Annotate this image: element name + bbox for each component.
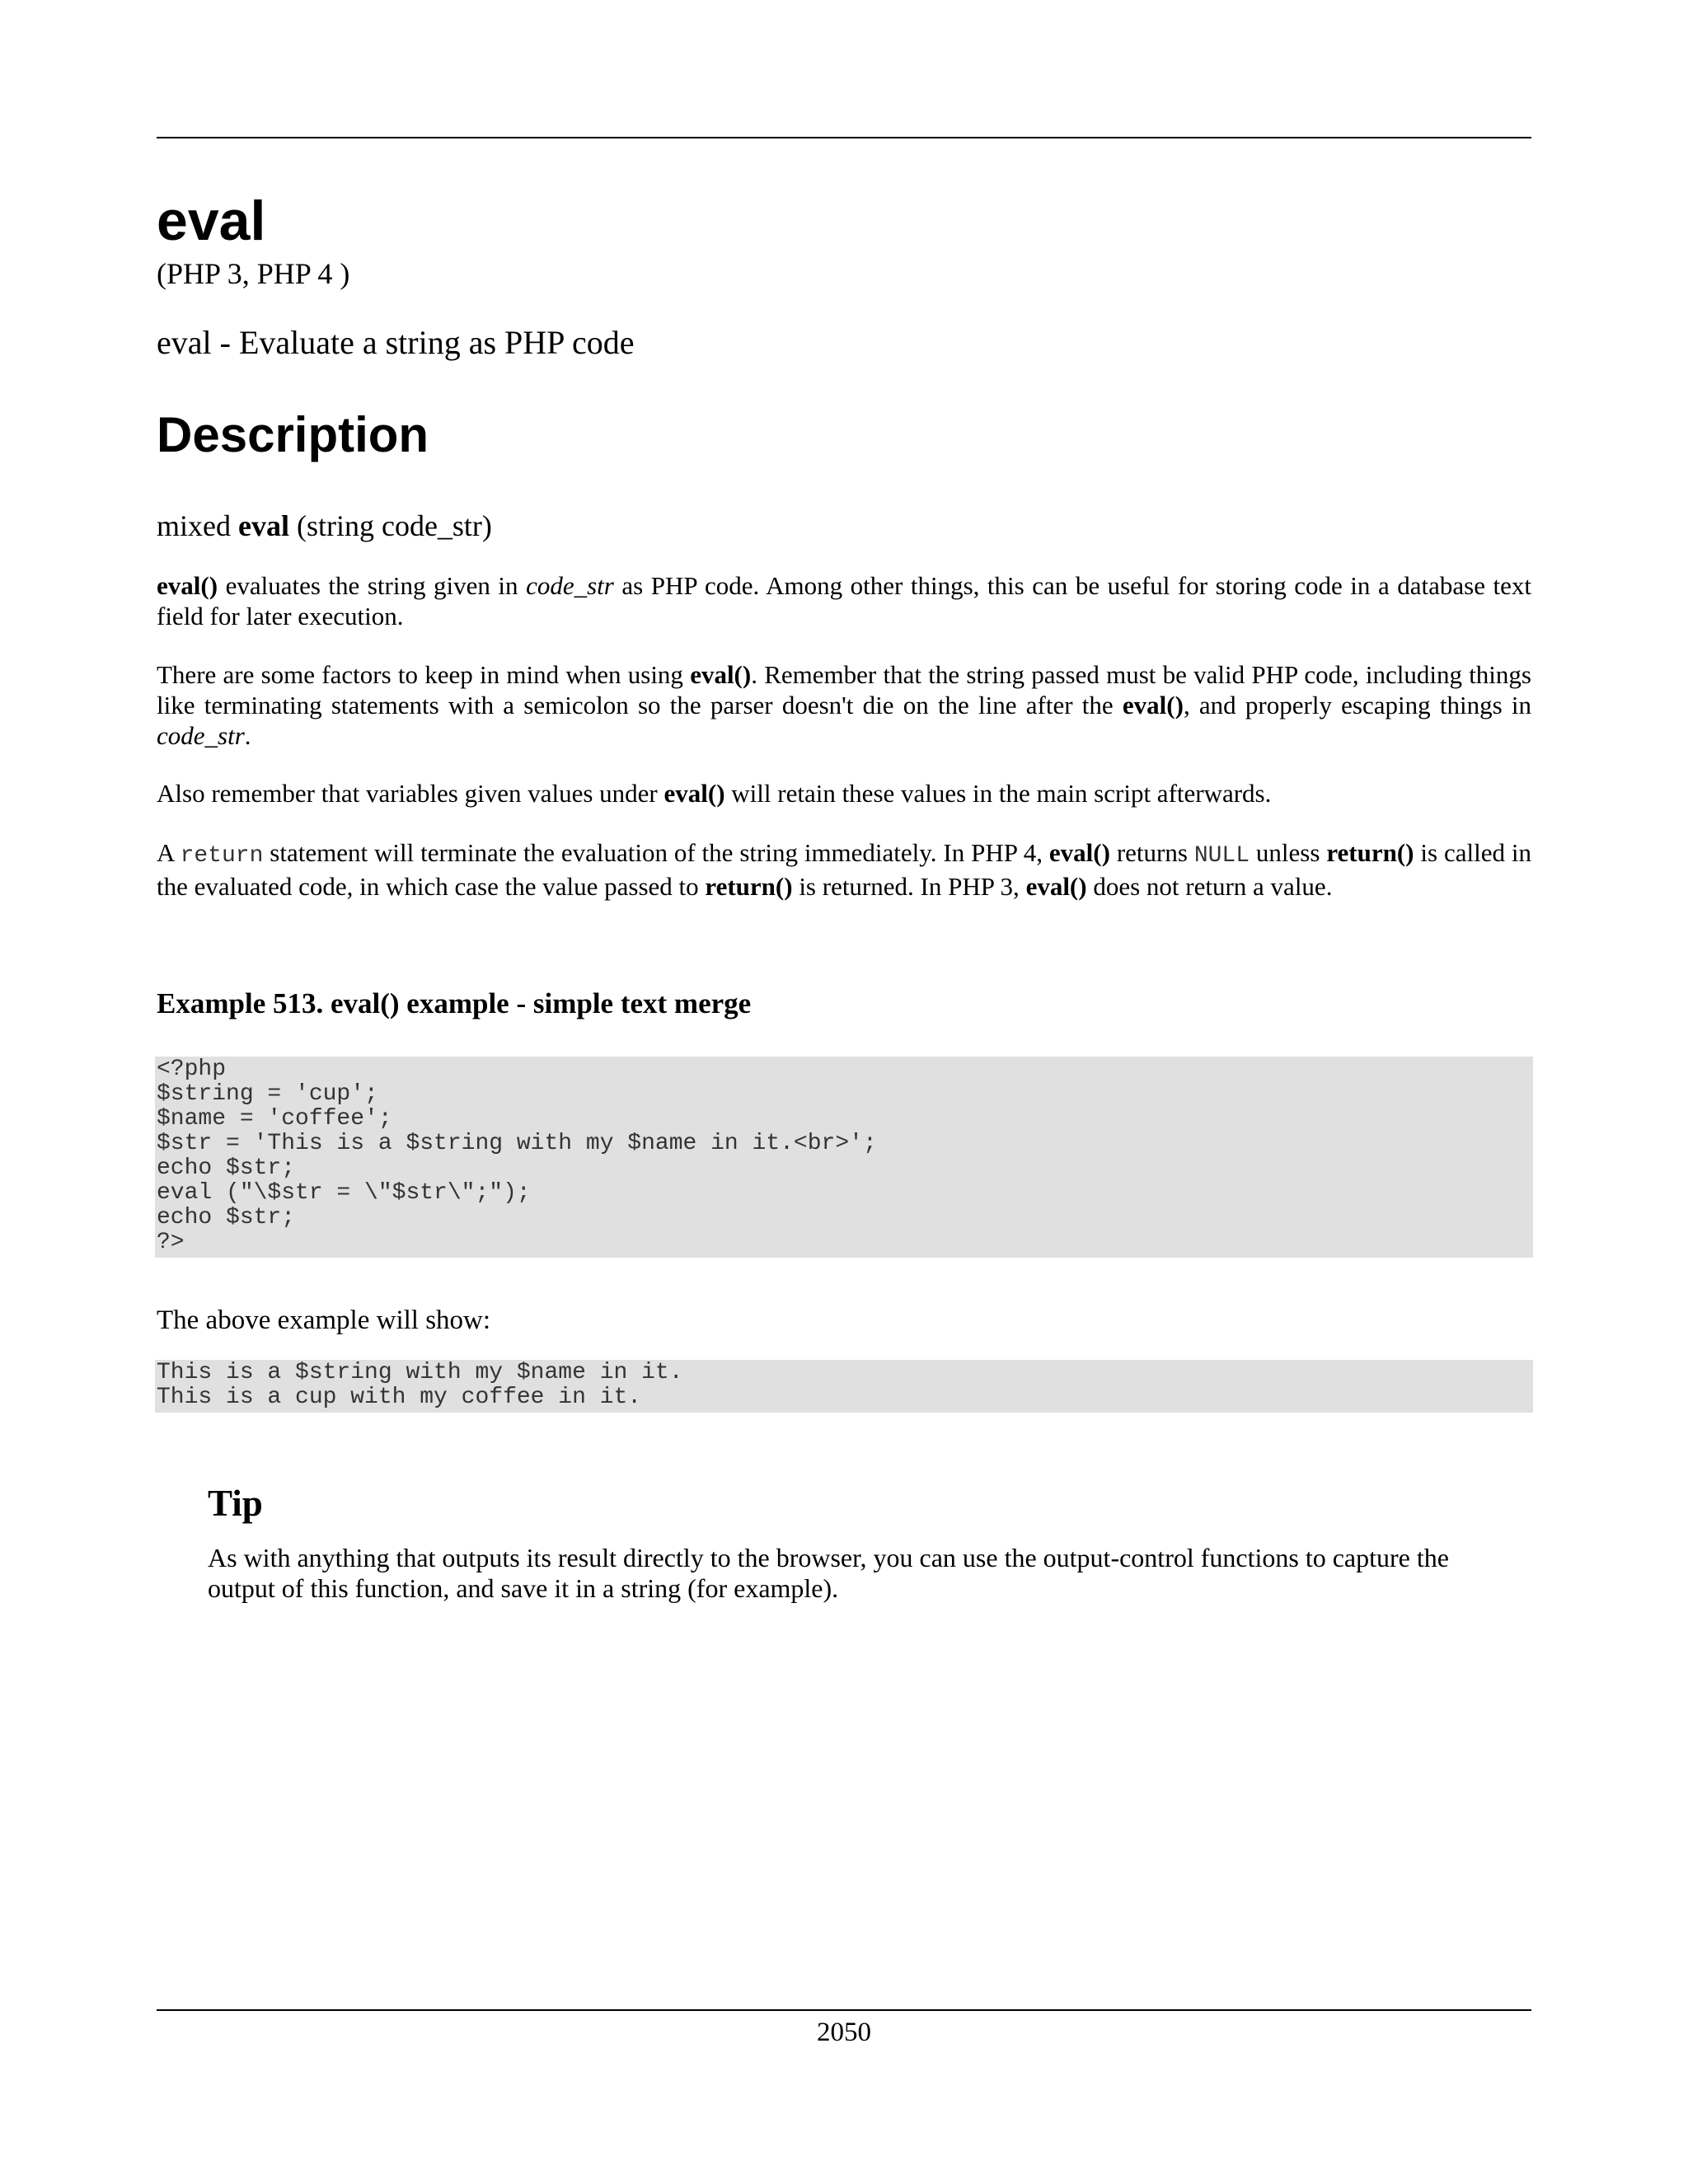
function-ref: eval() xyxy=(663,779,725,808)
description-paragraph xyxy=(157,659,1531,751)
paragraph-text: There are some factors to keep in mind when using xyxy=(157,660,691,689)
description-heading: Description xyxy=(157,407,429,462)
function-ref: eval() xyxy=(690,660,752,689)
tip-box xyxy=(208,1480,1493,1604)
inline-code: return xyxy=(180,843,264,869)
function-ref: eval() xyxy=(1122,691,1184,719)
description-paragraph xyxy=(157,570,1531,631)
function-ref: return() xyxy=(1326,838,1414,867)
example-output-label: The above example will show: xyxy=(157,1305,491,1335)
function-ref: eval() xyxy=(1048,838,1110,867)
synopsis-function-name: eval xyxy=(237,509,289,542)
paragraph-text: as PHP code. Among other things, this can be useful for storing code in a database text field for later execution. xyxy=(157,571,1531,630)
function-purpose: eval - Evaluate a string as PHP code xyxy=(157,324,635,361)
page-number: 2050 xyxy=(817,2018,871,2047)
php-versions: (PHP 3, PHP 4 ) xyxy=(157,257,350,290)
example-output-block: This is a $string with my $name in it. This is a cup with my coffee in it. xyxy=(155,1360,1533,1413)
synopsis-params: (string code_str) xyxy=(296,509,492,542)
paragraph-text: unless xyxy=(1250,838,1327,867)
function-ref: eval() xyxy=(157,571,218,600)
description-paragraph xyxy=(157,778,1531,808)
parameter-ref: code_str xyxy=(526,571,614,600)
function-title: eval xyxy=(157,190,266,252)
tip-title: Tip xyxy=(208,1483,263,1524)
header-rule xyxy=(157,137,1531,138)
paragraph-text: statement will terminate the evaluation of the string immediately. In PHP 4, xyxy=(263,838,1049,867)
paragraph-text: evaluates the string given in xyxy=(218,571,527,600)
parameter-ref: code_str xyxy=(157,721,245,750)
footer-rule xyxy=(157,2009,1531,2011)
paragraph-text: . xyxy=(244,721,251,750)
paragraph-text: , and properly escaping things in xyxy=(1183,691,1532,719)
inline-code: NULL xyxy=(1193,843,1250,869)
example-title: Example 513. eval() example - simple text merge xyxy=(157,987,752,1019)
paragraph-text: A xyxy=(157,838,181,867)
paragraph-text: does not return a value. xyxy=(1086,872,1333,901)
description-paragraph xyxy=(157,837,1531,902)
function-ref: return() xyxy=(705,872,793,901)
paragraph-text: will retain these values in the main script afterwards. xyxy=(724,779,1272,808)
paragraph-text: Also remember that variables given values under xyxy=(157,779,664,808)
paragraph-text: is returned. In PHP 3, xyxy=(792,872,1026,901)
return-type: mixed xyxy=(157,509,231,542)
example-code-block: <?php $string = 'cup'; $name = 'coffee'; $str = 'This is a $string with my $name in it.<br>'; echo $str; eval ("\$str = \"$str\";"); echo $str; ?> xyxy=(155,1057,1533,1258)
paragraph-text: is called in the evaluated code, in which case the value passed to xyxy=(157,838,1531,901)
function-synopsis xyxy=(157,508,492,544)
paragraph-text: . Remember that the string passed must be valid PHP code, including things like terminating statements with a semicolon so the parser doesn't die on the line after the xyxy=(157,660,1531,719)
tip-text: As with anything that outputs its result directly to the browser, you can use the output-control functions to capture the output of this function, and save it in a string (for example). xyxy=(208,1543,1449,1603)
function-ref: eval() xyxy=(1025,872,1087,901)
paragraph-text: returns xyxy=(1109,838,1194,867)
